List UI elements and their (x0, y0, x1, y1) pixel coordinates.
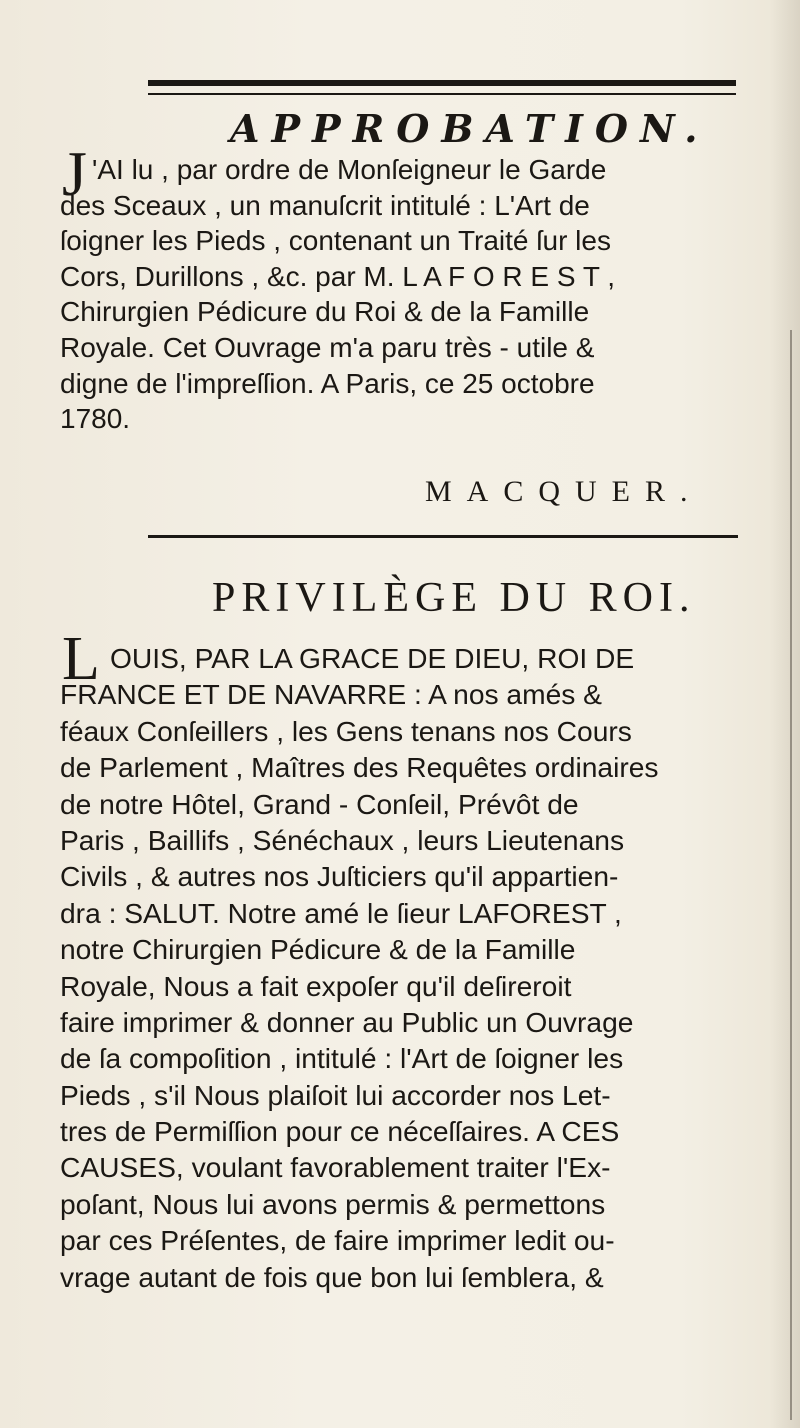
privilege-line: Paris , Baillifs , Sénéchaux , leurs Lieutenans (60, 823, 625, 856)
privilege-line: poſant, Nous lui avons permis & permettons (60, 1187, 606, 1220)
privilege-line: par ces Préſentes, de faire imprimer ledit ou- (60, 1224, 615, 1257)
approbation-signature: MACQUER. (425, 475, 703, 508)
page-edge-line (790, 330, 792, 1420)
privilege-line: OUIS, PAR LA GRACE DE DIEU, ROI DE (110, 642, 635, 674)
privilege-line: de notre Hôtel, Grand - Conſeil, Prévôt de (60, 787, 579, 820)
privilege-line: tres de Permiſſion pour ce néceſſaires. A CES (60, 1115, 620, 1148)
section-rule (148, 535, 738, 538)
approbation-line: digne de l'impreſſion. A Paris, ce 25 octobre (60, 367, 595, 399)
approbation-line: Cors, Durillons , &c. par M. L A F O R E S T , (60, 260, 615, 292)
approbation-line: ſoigner les Pieds , contenant un Traité ſur les (60, 225, 611, 257)
top-rule-thick (148, 80, 736, 86)
privilege-line: Royale, Nous a fait expoſer qu'il deſireroit (60, 969, 572, 1002)
privilege-line: CAUSES, voulant favorablement traiter l'Ex- (60, 1151, 611, 1184)
approbation-line: des Sceaux , un manuſcrit intitulé : L'Art de (60, 189, 590, 221)
privilege-line: notre Chirurgien Pédicure & de la Famille (60, 933, 576, 966)
privilege-line: vrage autant de fois que bon lui ſemblera, & (60, 1260, 604, 1293)
approbation-line: 1780. (60, 403, 131, 435)
approbation-drop-initial: J (62, 138, 87, 209)
approbation-text (60, 152, 750, 437)
approbation-title: APPROBATION. (230, 106, 710, 151)
privilege-line: FRANCE ET DE NAVARRE : A nos amés & (60, 678, 602, 711)
privilege-line: Civils , & autres nos Juſticiers qu'il appartien- (60, 860, 619, 893)
privilege-line: de ſa compoſition , intitulé : l'Art de ſoigner les (60, 1042, 624, 1075)
privilege-title: PRIVILÈGE DU ROI. (212, 575, 696, 621)
privilege-line: de Parlement , Maîtres des Requêtes ordinaires (60, 751, 659, 784)
privilege-line: dra : SALUT. Notre amé le ſieur LAFOREST , (60, 896, 622, 929)
privilege-drop-initial: L (62, 625, 100, 693)
approbation-line: Royale. Cet Ouvrage m'a paru très - utile & (60, 331, 595, 363)
page-edge-shadow (770, 0, 800, 1428)
approbation-line: 'AI lu , par ordre de Monſeigneur le Garde (92, 154, 607, 185)
privilege-line: féaux Conſeillers , les Gens tenans nos Cours (60, 714, 632, 747)
privilege-line: faire imprimer & donner au Public un Ouvrage (60, 1005, 634, 1038)
privilege-text (60, 640, 750, 1295)
approbation-line: Chirurgien Pédicure du Roi & de la Famille (60, 296, 590, 328)
top-rule-thin (148, 93, 736, 95)
privilege-line: Pieds , s'il Nous plaiſoit lui accorder nos Let- (60, 1078, 611, 1111)
